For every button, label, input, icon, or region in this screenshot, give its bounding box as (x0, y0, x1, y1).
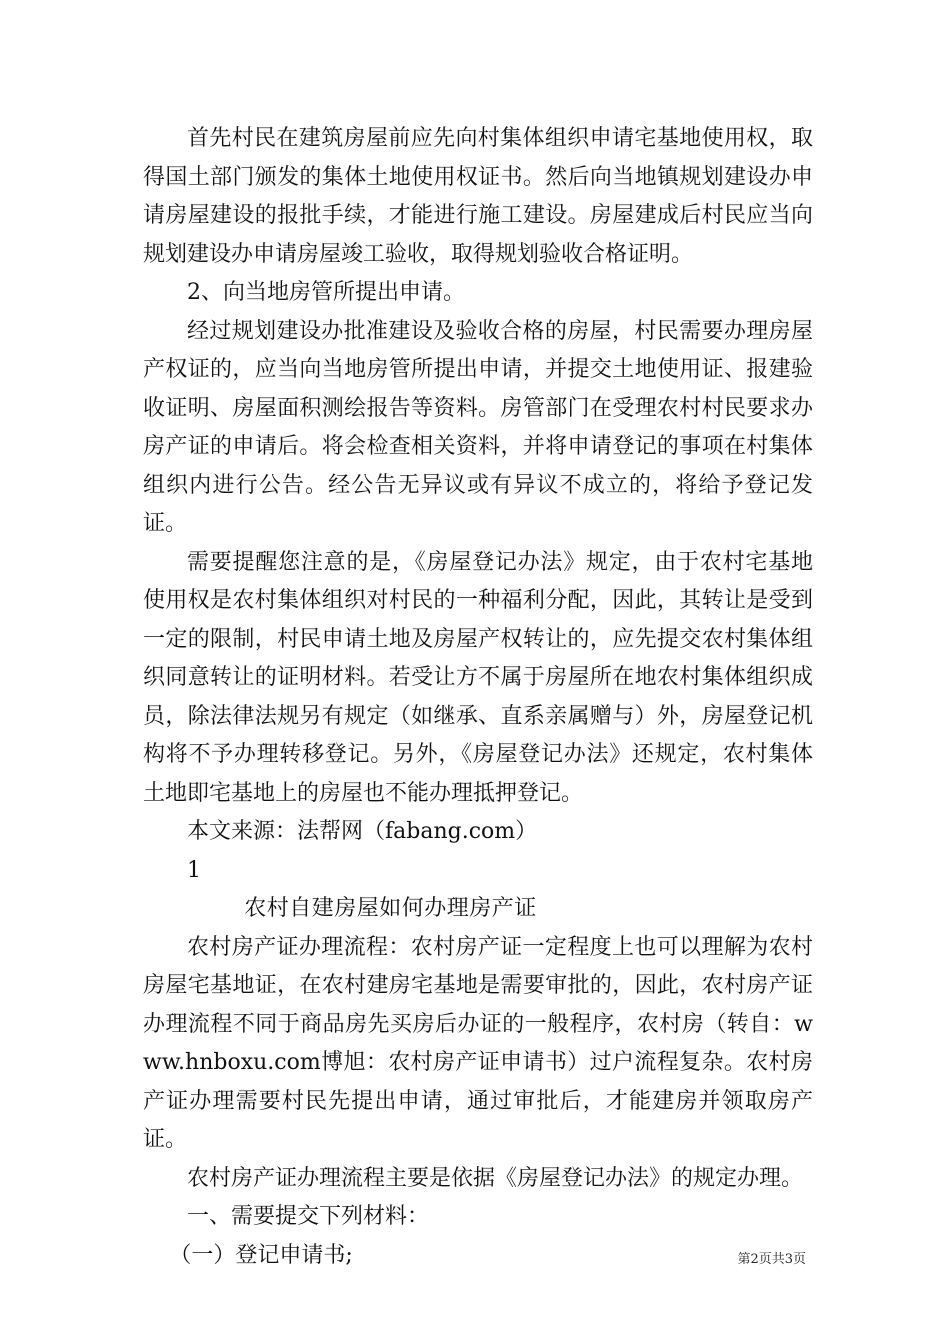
page-indicator: 第2页共3页 (737, 1252, 806, 1267)
section-title: 农村自建房屋如何办理房产证 (244, 896, 537, 921)
document-body (143, 120, 813, 1275)
paragraph-homestead-application: 首先村民在建筑房屋前应先向村集体组织申请宅基地使用权，取得国土部门颁发的集体土地使用权证书。然后向当地镇规划建设办申请房屋建设的报批手续，才能进行施工建设。房屋建成后村民应当向规划建设办申请房屋竣工验收，取得规划验收合格证明。 (143, 126, 813, 267)
paragraph-housing-office-application: 经过规划建设办批准建设及验收合格的房屋，村民需要办理房屋产权证的，应当向当地房管所提出申请，并提交土地使用证、报建验收证明、房屋面积测绘报告等资料。房管部门在受理农村村民要求办房产证的申请后。将会检查相关资料，并将申请登记的事项在村集体组织内进行公告。经公告无异议或有异议不成立的，将给予登记发证。 (143, 318, 813, 536)
paragraph-source: 本文来源：法帮网（fabang.com） (187, 819, 538, 844)
paragraph-materials-heading: 一、需要提交下列材料： (187, 1204, 430, 1229)
paragraph-materials-item-1: （一）登记申请书; (169, 1242, 353, 1268)
paragraph-page-marker: 1 (187, 857, 201, 883)
paragraph-step-2-heading: 2、向当地房管所提出申请。 (187, 280, 465, 305)
paragraph-transfer-restrictions: 需要提醒您注意的是，《房屋登记办法》规定，由于农村宅基地使用权是农村集体组织对村民的一种福利分配，因此，其转让是受到一定的限制，村民申请土地及房屋产权转让的，应先提交农村集体组织同意转让的证明材料。若受让方不属于房屋所在地农村集体组织成员，除法律法规另有规定（如继承、直系亲属赠与）外，房屋登记机构将不予办理转移登记。另外，《房屋登记办法》还规定，农村集体土地即宅基地上的房屋也不能办理抵押登记。 (143, 549, 813, 806)
paragraph-legal-basis: 农村房产证办理流程主要是依据《房屋登记办法》的规定办理。 (187, 1165, 804, 1191)
paragraph-certificate-process: 农村房产证办理流程：农村房产证一定程度上也可以理解为农村房屋宅基地证，在农村建房宅基地是需要审批的，因此，农村房产证办理流程不同于商品房先买房后办证的一般程序，农村房（转自：www.hnboxu.com博旭：农村房产证申请书）过户流程复杂。农村房产证办理需要村民先提出申请，通过审批后，才能建房并领取房产证。 (143, 934, 813, 1152)
